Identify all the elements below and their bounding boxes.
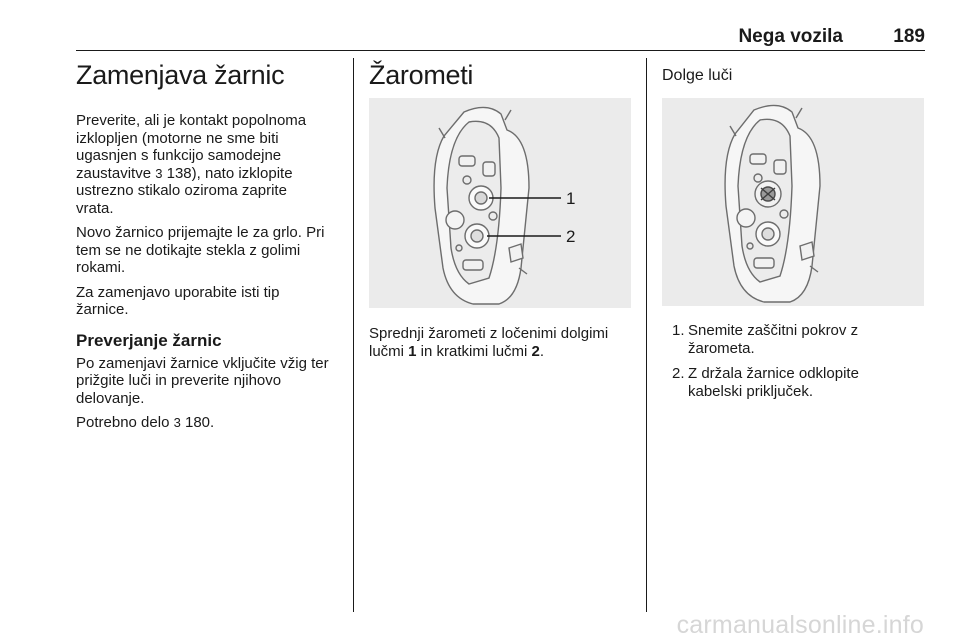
headlight-figure xyxy=(369,98,631,308)
cross-reference-link[interactable]: 138), nato izklopite xyxy=(162,164,293,182)
cross-reference-icon: 3 xyxy=(173,415,181,430)
paragraph-bulb-handling: Novo žarnico prijemajte le za grlo. Pri tem se ne dotikajte stekla z golimi rokami. xyxy=(76,224,325,276)
section-title: Nega vozila xyxy=(738,26,843,47)
instruction-steps xyxy=(662,322,926,408)
heading-headlights: Žarometi xyxy=(369,60,474,90)
paragraph-check-lights: Po zamenjavi žarnice vključite vžig ter prižgite luči in preverite njihovo delovanje. xyxy=(76,354,329,407)
column-high-beam xyxy=(662,58,926,86)
cross-reference-link[interactable]: 180. xyxy=(180,414,215,431)
callout-label-1: 1 xyxy=(566,189,576,208)
steps-list xyxy=(662,322,926,400)
paragraph-work-required: Potrebno delo 3 180. xyxy=(76,414,215,431)
page-header xyxy=(76,26,925,50)
figure-caption: Sprednji žarometi z ločenimi dolgimi lučmi 1 in kratkimi lučmi 2. xyxy=(369,325,609,360)
heading-bulb-replacement: Zamenjava žarnic xyxy=(76,60,285,90)
paragraph-ignition-off: Preverite, ali je kontakt popolnoma izklopljen (motorne ne sme biti ugasnjen s funkcijo samodejne zaustavitve 3 138), nato izklopite ustrezno stikalo oziroma zaprite vrata. xyxy=(76,112,307,217)
heading-bulb-check: Preverjanje žarnic xyxy=(76,330,222,350)
high-beam-illustration xyxy=(662,98,924,306)
high-beam-figure xyxy=(662,98,924,306)
column-divider-2 xyxy=(646,58,647,612)
list-item: 1. Snemite zaščitni pokrov z žarometa. xyxy=(672,322,859,357)
column-headlights xyxy=(369,58,634,92)
paragraph-same-type: Za zamenjavo uporabite isti tip žarnice. xyxy=(76,283,280,318)
header-rule xyxy=(76,50,925,51)
heading-high-beam: Dolge luči xyxy=(662,67,733,84)
watermark: carmanualsonline.info xyxy=(676,611,924,639)
column-divider-1 xyxy=(353,58,354,612)
page-number: 189 xyxy=(893,26,925,47)
cross-reference-icon: 3 xyxy=(155,165,163,181)
callout-label-2: 2 xyxy=(566,227,576,246)
column-bulb-replacement xyxy=(76,58,344,432)
headlight-illustration xyxy=(369,98,631,308)
list-item: 2. Z držala žarnice odklopite kabelski priključek. xyxy=(672,365,859,400)
